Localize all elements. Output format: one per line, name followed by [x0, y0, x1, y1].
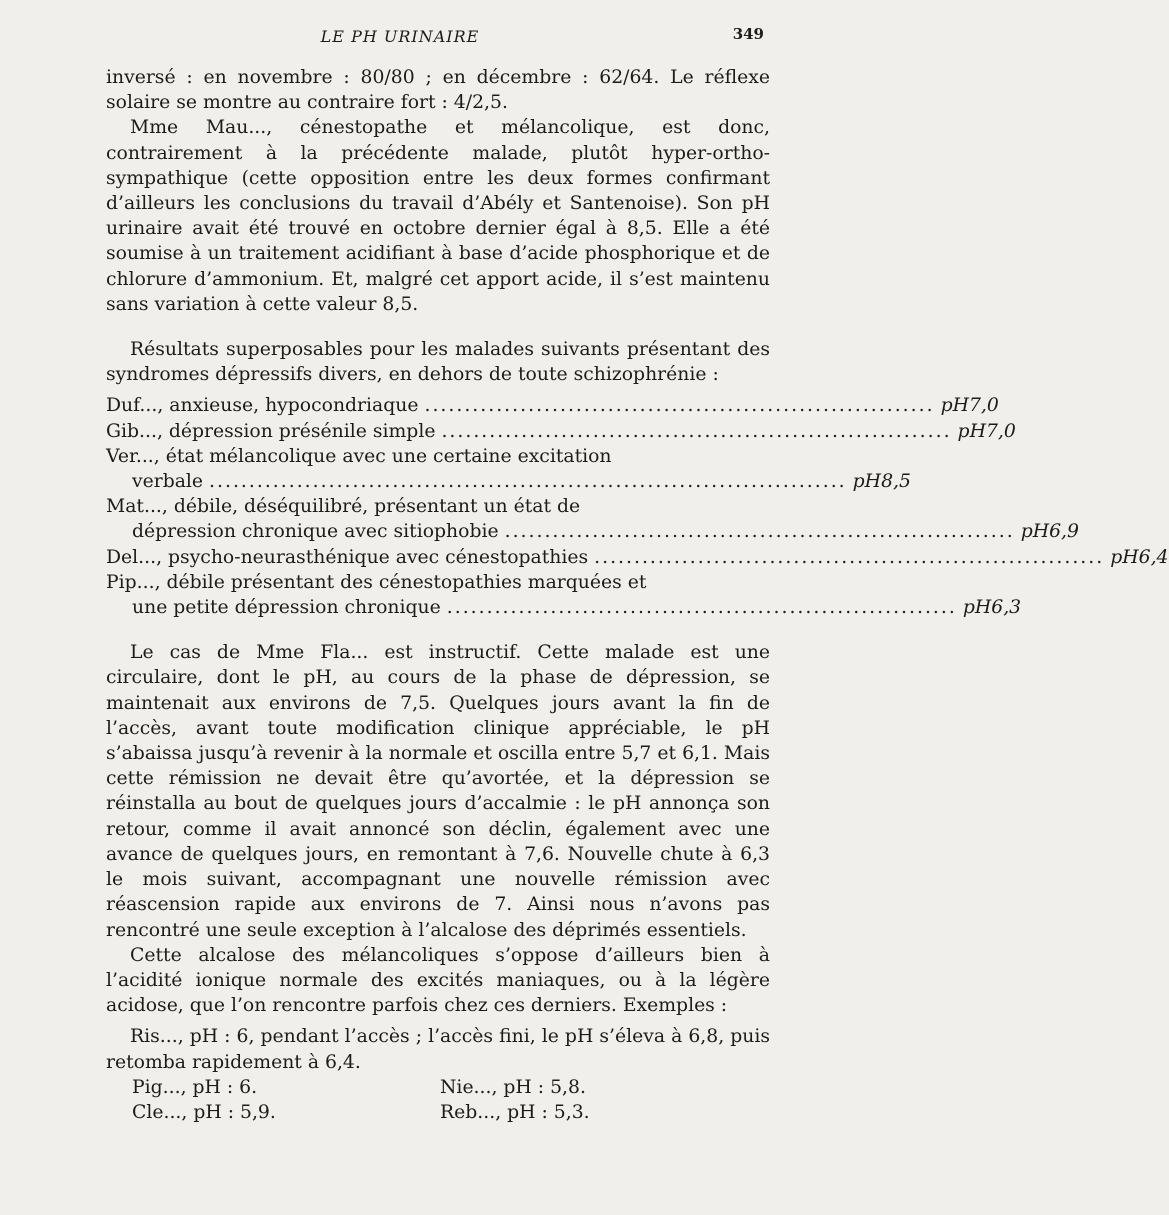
paragraph-4: Le cas de Mme Fla... est instructif. Cette malade est une circulaire, dont le pH, au cours de la phase de dépression, se maintenait aux environs de 7,5. Quelques jours avant la fin de l’accès, avant toute modification clinique appréciable, le pH s’abaissa jusqu’à revenir à la normale et oscilla entre 5,7 et 6,1. Mais cette rémission ne devait être qu’avortée, et la dépression se réinstalla au bout de quelques jours d’accalmie : le pH annonça son retour, comme il avait annoncé son déclin, également avec une avance de quelques jours, en remontant à 7,6. Nouvelle chute à 6,3 le mois suivant, accompagnant une nouvelle rémission avec réascension rapide aux environs de 7. Ainsi nous n’avons pas rencontré une seule exception à l’alcalose des déprimés essentiels.	[106, 642, 770, 941]
example-row: Cle..., pH : 5,9. Reb..., pH : 5,3.	[132, 1101, 590, 1123]
case-item: Duf..., anxieuse, hypocondriaque ................................................................ pH 7,0	[106, 395, 999, 417]
case-item: Ver..., état mélancolique avec une certaine excitation verbale ................................................................................ pH 8,5	[106, 445, 911, 493]
case-item: Mat..., débile, déséquilibré, présentant un état de dépression chronique avec sitiophobie ................................................................ pH 6,9	[106, 496, 1079, 543]
page-header	[0, 25, 800, 53]
page-body	[106, 65, 1169, 1125]
case-list	[106, 393, 1169, 620]
case-item: Del..., psycho-neurasthénique avec cénestopathies ................................................................ pH 6,4	[106, 546, 1169, 568]
running-title: LE PH URINAIRE	[320, 27, 480, 46]
case-item: Pip..., débile présentant des cénestopathies marquées et une petite dépression chronique ................................................................ pH 6,3	[106, 571, 1022, 619]
examples-list	[106, 1075, 770, 1125]
paragraph-2: Mme Mau..., cénestopathe et mélancolique, est donc, contrairement à la précédente malade, plutôt hyper-ortho-sympathique (cette opposition entre les deux formes confirmant d’ailleurs les conclusions du travail d’Abély et Santenoise). Son pH urinaire avait été trouvé en octobre dernier égal à 8,5. Elle a été soumise à un traitement acidifiant à base d’acide phosphorique et de chlorure d’ammonium. Et, malgré cet apport acide, il s’est maintenu sans variation à cette valeur 8,5.	[106, 117, 770, 315]
paragraph-5: Cette alcalose des mélancoliques s’oppose d’ailleurs bien à l’acidité ionique normale des excités maniaques, ou à la légère acidose, que l’on rencontre parfois chez ces derniers. Exemples :	[106, 944, 770, 1017]
case-item: Gib..., dépression présénile simple ................................................................ pH 7,0	[106, 420, 1016, 442]
paragraph-6: Ris..., pH : 6, pendant l’accès ; l’accès fini, le pH s’éleva à 6,8, puis retomba rapidement à 6,4.	[106, 1026, 770, 1073]
example-row: Pig..., pH : 6. Nie..., pH : 5,8.	[132, 1076, 586, 1098]
page-number: 349	[732, 25, 764, 43]
paragraph-3: Résultats superposables pour les malades suivants présentant des syndromes dépressifs divers, en dehors de toute schizophrénie :	[106, 339, 770, 386]
paragraph-1: inversé : en novembre : 80/80 ; en décembre : 62/64. Le réflexe solaire se montre au contraire fort : 4/2,5.	[106, 67, 770, 114]
